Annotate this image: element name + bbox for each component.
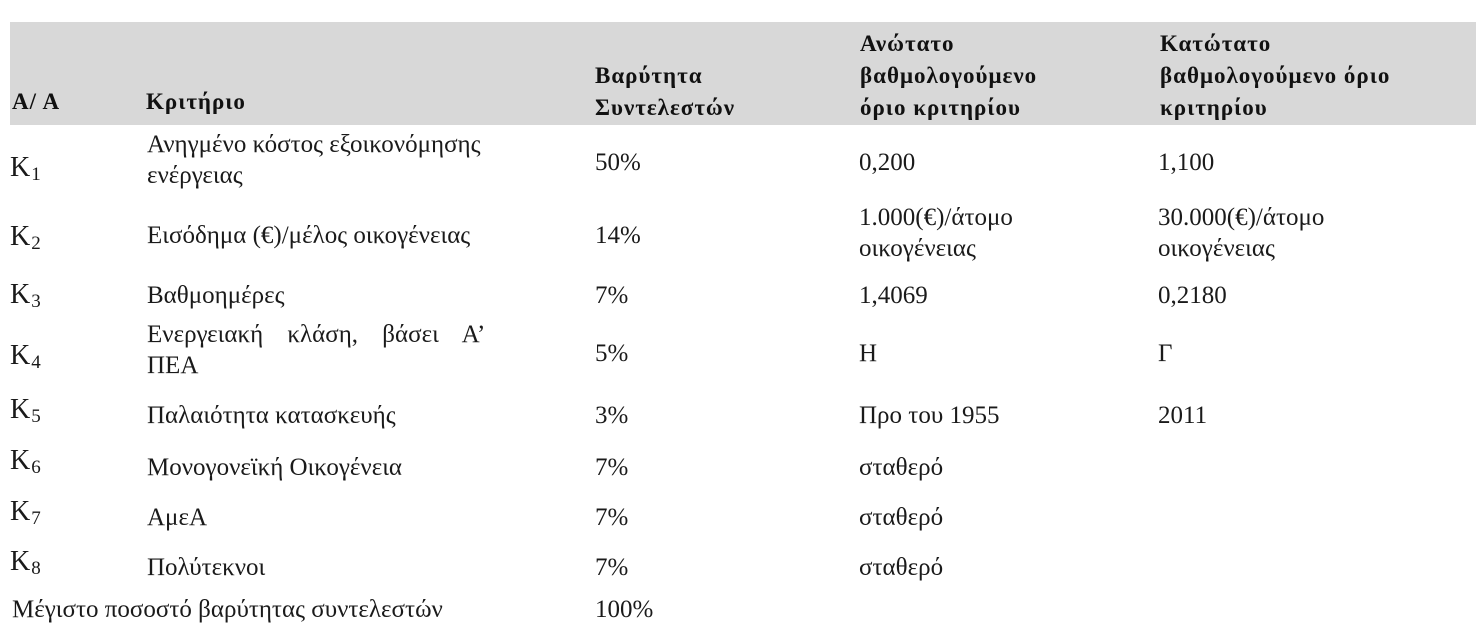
row-id-letter: K <box>10 152 31 183</box>
header-upper-limit <box>860 28 1037 124</box>
weight-cell: 7% <box>595 454 629 481</box>
lower-cell: Γ <box>1158 340 1173 367</box>
row-id <box>10 394 41 428</box>
upper-cell: σταθερό <box>859 454 944 481</box>
criterion-cell: Βαθμοημέρες <box>147 282 285 309</box>
criterion-cell: ΑμεΑ <box>147 504 208 531</box>
criterion-line: ενέργειας <box>147 162 243 189</box>
upper-cell: 1,4069 <box>859 282 928 309</box>
criterion-cell: Πολύτεκνοι <box>147 554 266 581</box>
row-id-subscript: 6 <box>31 457 41 478</box>
header-lower-line: κριτηρίου <box>1160 95 1268 120</box>
header-upper-line: βαθμολογούμενο <box>860 63 1038 88</box>
header-upper-line: Ανώτατο <box>860 31 955 56</box>
header-lower-limit <box>1160 28 1390 124</box>
row-id-letter: K <box>10 340 31 371</box>
header-lower-line: βαθμολογούμενο όριο <box>1160 63 1391 88</box>
header-weight-line: Συντελεστών <box>595 95 736 120</box>
row-id-subscript: 1 <box>31 164 41 185</box>
upper-cell: σταθερό <box>859 554 944 581</box>
lower-cell: 2011 <box>1158 402 1208 429</box>
weight-cell: 7% <box>595 282 629 309</box>
header-criterion: Κριτήριο <box>146 89 246 114</box>
table-header <box>10 22 1476 125</box>
row-id-letter: K <box>10 496 31 527</box>
lower-cell <box>1158 202 1324 264</box>
upper-line: 1.000(€)/άτομο <box>859 204 1013 231</box>
header-weight-line: Βαρύτητα <box>595 63 703 88</box>
row-id <box>10 546 41 580</box>
weight-cell: 14% <box>595 222 641 249</box>
row-id-letter: K <box>10 221 31 252</box>
row-id <box>10 445 41 479</box>
row-id-subscript: 5 <box>31 406 41 427</box>
weight-cell: 7% <box>595 554 629 581</box>
criterion-line: Ανηγμένο κόστος εξοικονόμησης <box>147 131 481 158</box>
lower-line: οικογένειας <box>1158 235 1275 262</box>
criterion-cell: Εισόδημα (€)/μέλος οικογένειας <box>147 222 471 249</box>
row-id-subscript: 7 <box>31 508 41 529</box>
row-id-subscript: 8 <box>31 558 41 579</box>
criterion-line: Ενεργειακή κλάση, βάσει Α’ <box>147 321 486 348</box>
lower-cell: 1,100 <box>1158 149 1215 176</box>
lower-line: 30.000(€)/άτομο <box>1158 204 1325 231</box>
footer-label: Μέγιστο ποσοστό βαρύτητας συντελεστών <box>12 596 443 623</box>
upper-cell: Προ του 1955 <box>859 402 1000 429</box>
row-id <box>10 496 41 530</box>
upper-cell <box>859 202 1013 264</box>
weight-cell: 50% <box>595 149 641 176</box>
weight-cell: 7% <box>595 504 629 531</box>
weight-cell: 5% <box>595 340 629 367</box>
criterion-cell: Παλαιότητα κατασκευής <box>147 402 396 429</box>
row-id-subscript: 4 <box>31 352 41 373</box>
criterion-line: ΠΕΑ <box>147 352 199 379</box>
row-id-subscript: 2 <box>31 233 41 254</box>
row-id <box>10 340 41 374</box>
header-weight <box>595 60 735 124</box>
row-id-letter: K <box>10 279 31 310</box>
row-id <box>10 152 41 186</box>
upper-cell: σταθερό <box>859 504 944 531</box>
criterion-cell <box>147 129 481 191</box>
footer-weight: 100% <box>595 596 654 623</box>
criterion-cell <box>147 319 583 381</box>
lower-cell: 0,2180 <box>1158 282 1227 309</box>
row-id-letter: K <box>10 445 31 476</box>
row-id-letter: K <box>10 394 31 425</box>
upper-cell: Η <box>859 340 878 367</box>
row-id <box>10 279 41 313</box>
header-lower-line: Κατώτατο <box>1160 31 1272 56</box>
row-id <box>10 221 41 255</box>
header-aa: Α/ Α <box>12 89 61 114</box>
criterion-cell: Μονογονεϊκή Οικογένεια <box>147 454 403 481</box>
row-id-letter: K <box>10 546 31 577</box>
header-upper-line: όριο κριτηρίου <box>860 95 1021 120</box>
row-id-subscript: 3 <box>31 291 41 312</box>
upper-cell: 0,200 <box>859 149 916 176</box>
weight-cell: 3% <box>595 402 629 429</box>
upper-line: οικογένειας <box>859 235 976 262</box>
